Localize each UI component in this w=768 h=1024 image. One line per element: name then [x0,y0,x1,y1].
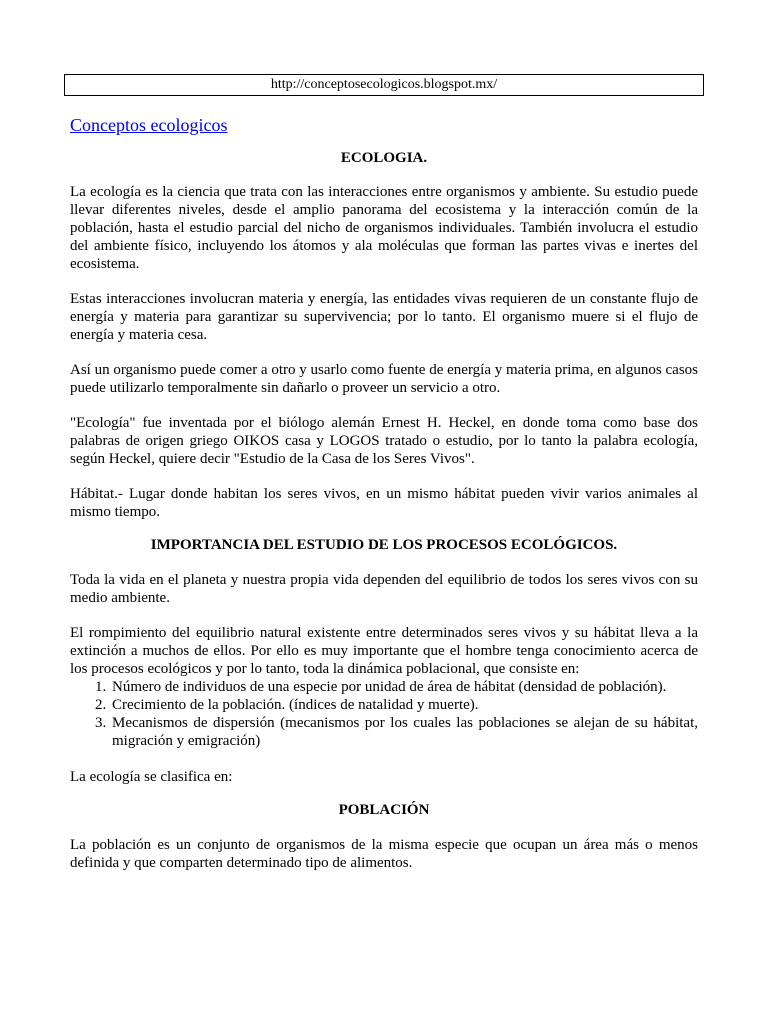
paragraph-rompimiento: El rompimiento del equilibrio natural existente entre determinados seres vivos y su hábitat lleva a la extinción a muchos de ellos. Por ello es muy importante que el hombre tenga conocimiento acerca de los procesos ecológicos y por lo tanto, toda la dinámica poblacional, que consiste en: [70,625,698,677]
url-text: http://conceptosecologicos.blogspot.mx/ [270,77,498,92]
dinamica-poblacional-list [70,678,698,750]
paragraph-ecologia-definition: La ecología es la ciencia que trata con las interacciones entre organismos y ambiente. Su estudio puede llevar diferentes niveles, desde el amplio panorama del ecosistema y la interacción común de la población, hasta el estudio parcial del nicho de organismos individuales. También involucra el estudio del ambiente físico, incluyendo los átomos y ala moléculas que forman las partes vivas e inertes del ecosistema. [70,184,698,272]
paragraph-heckel: "Ecología" fue inventada por el biólogo alemán Ernest H. Heckel, en donde toma como base dos palabras de origen griego OIKOS casa y LOGOS tratado o estudio, por lo tanto la palabra ecología, según Heckel, quiere decir "Estudio de la Casa de los Seres Vivos". [70,415,698,467]
heading-importancia: IMPORTANCIA DEL ESTUDIO DE LOS PROCESOS ECOLÓGICOS. [150,537,618,553]
heading-poblacion: POBLACIÓN [338,802,430,818]
document-page [70,74,698,872]
paragraph-poblacion: La población es un conjunto de organismos de la misma especie que ocupan un área más o menos definida y que comparten determinado tipo de alimentos. [70,837,698,871]
paragraph-habitat: Hábitat.- Lugar donde habitan los seres vivos, en un mismo hábitat pueden vivir varios animales al mismo tiempo. [70,486,698,520]
paragraph-clasificacion: La ecología se clasifica en: [70,769,233,785]
list-item: 3. Mecanismos de dispersión (mecanismos por los cuales las poblaciones se alejan de su hábitat, migración y emigración) [110,714,698,750]
paragraph-organismo: Así un organismo puede comer a otro y usarlo como fuente de energía y materia prima, en algunos casos puede utilizarlo temporalmente sin dañarlo o proveer un servicio a otro. [70,362,699,396]
url-header-box [64,74,704,96]
list-item: 2. Crecimiento de la población. (índices de natalidad y muerte). [110,696,698,714]
paragraph-interacciones: Estas interacciones involucran materia y energía, las entidades vivas requieren de un constante flujo de energía y materia para garantizar su supervivencia; por lo tanto. El organismo muere si el flujo de energía y materia cesa. [70,291,698,343]
list-item: 1. Número de individuos de una especie por unidad de área de hábitat (densidad de población). [110,678,698,696]
site-title-link[interactable]: Conceptos ecologicos [70,115,228,135]
heading-ecologia: ECOLOGIA. [340,150,428,166]
paragraph-equilibrio: Toda la vida en el planeta y nuestra propia vida dependen del equilibrio de todos los seres vivos con su medio ambiente. [70,572,698,606]
